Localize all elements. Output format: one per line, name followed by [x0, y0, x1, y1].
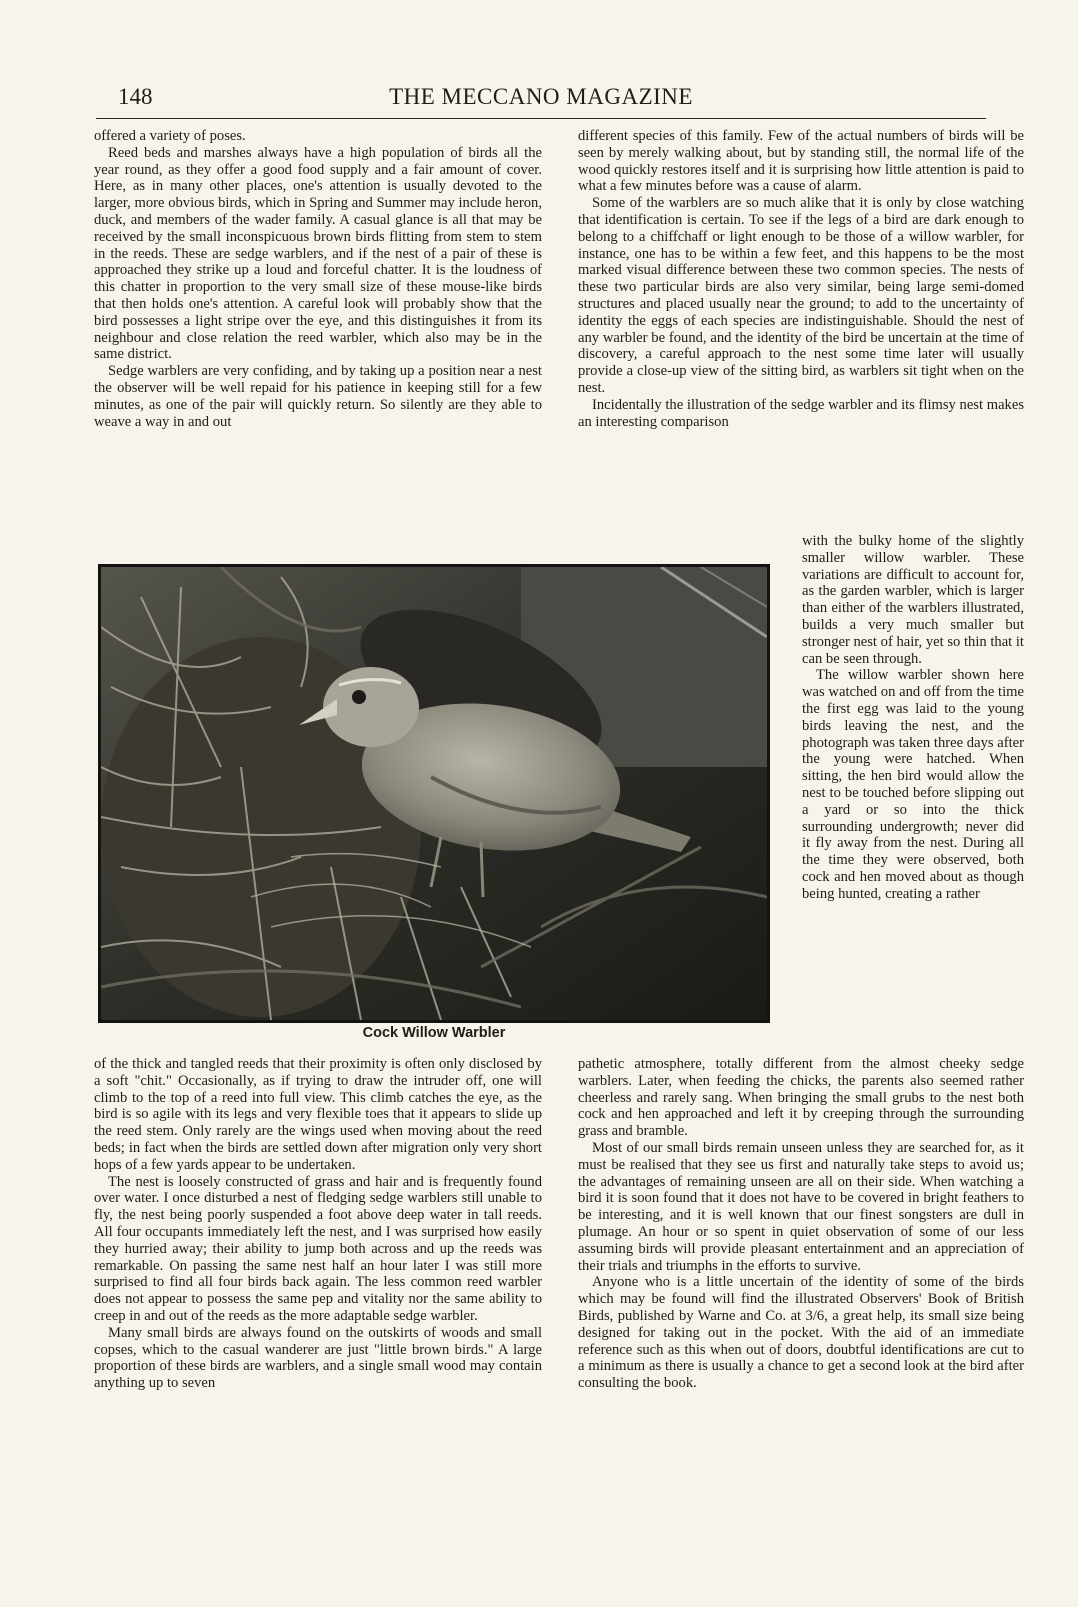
article-column-left-bottom — [94, 1056, 542, 1392]
article-column-right-bottom — [578, 1056, 1024, 1392]
photo-caption: Cock Willow Warbler — [362, 1025, 506, 1041]
paragraph: The nest is loosely constructed of grass and hair and is frequently found over water. I once disturbed a nest of fledging sedge warblers still unable to fly, the nest being poorly suspended a foot above deep water in tall reeds. All four occupants immediately left the nest, and I was surprised how easily they hurried away; their ability to jump both across and up the reeds was remarkable. On passing the same nest half an hour later I was still more surprised to find all four birds back again. The less common reed warbler does not appear to possess the same pep and vitality nor the same ability to creep in and out of the reeds as the more adaptable sedge warbler. — [94, 1173, 542, 1324]
page-number: 148 — [118, 84, 153, 109]
paragraph: Most of our small birds remain unseen unless they are searched for, as it must be realised that they see us first and naturally take steps to avoid us; the advantages of remaining unseen are all on their side. When watching a bird it is soon found that it does not have to be covered in bright feathers to be interesting, and it is well known that our finest songsters are dull in plumage. An hour or so spent in quiet observation of some of our less assuming birds will provide pleasant entertainment and an appreciation of their trials and triumphs in the efforts to survive. — [578, 1139, 1024, 1274]
photo-willow-warbler — [98, 564, 770, 1023]
paragraph: different species of this family. Few of the actual numbers of birds will be seen by merely walking about, but by standing still, the normal life of the wood quickly restores itself and it is surprising how little attention is paid to what a few minutes before was a cause of alarm. — [578, 128, 1024, 195]
page-header — [96, 84, 986, 119]
paragraph: Reed beds and marshes always have a high population of birds all the year round, as they offer a good food supply and a fair amount of cover. Here, as in many other places, one's attention is usually devoted to the larger, more obvious birds, which in Spring and Summer may include heron, duck, and members of the wader family. A casual glance is all that may be received by the small inconspicuous brown birds flitting from stem to stem in the reeds. These are sedge warblers, and if the nest of a pair of these is approached they strike up a loud and forceful chatter. It is the loudness of this chatter in proportion to the very small size of these mouse-like birds that then holds one's attention. A careful look will probably show that the bird possesses a light stripe over the eye, and this distinguishes it from its neighbour and close relation the reed warbler, which also may be in the same district. — [94, 144, 542, 363]
paragraph: offered a variety of poses. — [94, 128, 246, 144]
paragraph: pathetic atmosphere, totally different from the almost cheeky sedge warblers. Later, when feeding the chicks, the parents also seemed rather cheerless and rarely sang. When bringing the small grubs to the nest both cock and hen approached and left it by creeping through the surrounding grass and bramble. — [578, 1056, 1024, 1140]
paragraph: Some of the warblers are so much alike that it is only by close watching that identification is certain. To see if the legs of a bird are dark enough to belong to a chiffchaff or light enough to be those of a willow warbler, for instance, one has to be within a few feet, and this happens to be the most marked visual difference between these two common species. The nests of these two particular birds are also very similar, being large semi-domed structures and placed usually near the ground; to add to the uncertainty of identity the eggs of each species are indistinguishable. Should the nest of any warbler be found, and the identity of the bird be uncertain at the time of discovery, a careful approach to the nest some time later will usually provide a close-up view of the sitting bird, as warblers sit tight when on the nest. — [578, 195, 1024, 396]
article-column-left-top — [94, 128, 542, 430]
paragraph: Sedge warblers are very confiding, and by taking up a position near a nest the observer will be well repaid for his patience in keeping still for a few minutes, as one of the pair will quickly return. So silently are they able to weave a way in and out — [94, 363, 542, 430]
paragraph: The willow warbler shown here was watched on and off from the time the first egg was laid to the young birds leaving the nest, and the photograph was taken three days after the young were hatched. When sitting, the hen bird would allow the nest to be touched before slipping out a yard or so into the thick surrounding undergrowth; never did it fly away from the nest. During all the time they were observed, both cock and hen moved about as though being hunted, creating a rather — [802, 667, 1024, 902]
article-column-right-narrow — [802, 533, 1024, 903]
paragraph: Incidentally the illustration of the sedge warbler and its flimsy nest makes an interesting comparison — [578, 396, 1024, 430]
paragraph: with the bulky home of the slightly smaller willow warbler. These variations are difficult to account for, as the garden warbler, which is larger than either of the warblers illustrated, builds a very much smaller but stronger nest of hair, yet so thin that it can be seen through. — [802, 533, 1024, 667]
paragraph: Many small birds are always found on the outskirts of woods and small copses, which to the casual wanderer are just "little brown birds." A large proportion of these birds are warblers, and a single small wood may contain anything up to seven — [94, 1324, 542, 1392]
magazine-title: THE MECCANO MAGAZINE — [389, 84, 693, 109]
article-column-right-top — [578, 128, 1024, 430]
paragraph: of the thick and tangled reeds that their proximity is often only disclosed by a soft "chit." Occasionally, as if trying to draw the intruder off, one will climb to the top of a reed into full view. This climb catches the eye, as the bird is so agile with its legs and very flexible toes that it appears to slide up the reed stem. Only rarely are the wings used when moving about the reed beds; in fact when the birds are settled down after migration only very short hops of a few yards appear to be undertaken. — [94, 1056, 542, 1173]
paragraph: Anyone who is a little uncertain of the identity of some of the birds which may be found will find the illustrated Observers' Book of British Birds, published by Warne and Co. at 3/6, a great help, its small size being designed for taking out in the pocket. With the aid of an immediate reference such as this when out of doors, doubtful identifications are cut to a minimum as there is usually a chance to get a second look at the bird after consulting the book. — [578, 1274, 1024, 1392]
warbler-photo-image — [101, 567, 767, 1020]
